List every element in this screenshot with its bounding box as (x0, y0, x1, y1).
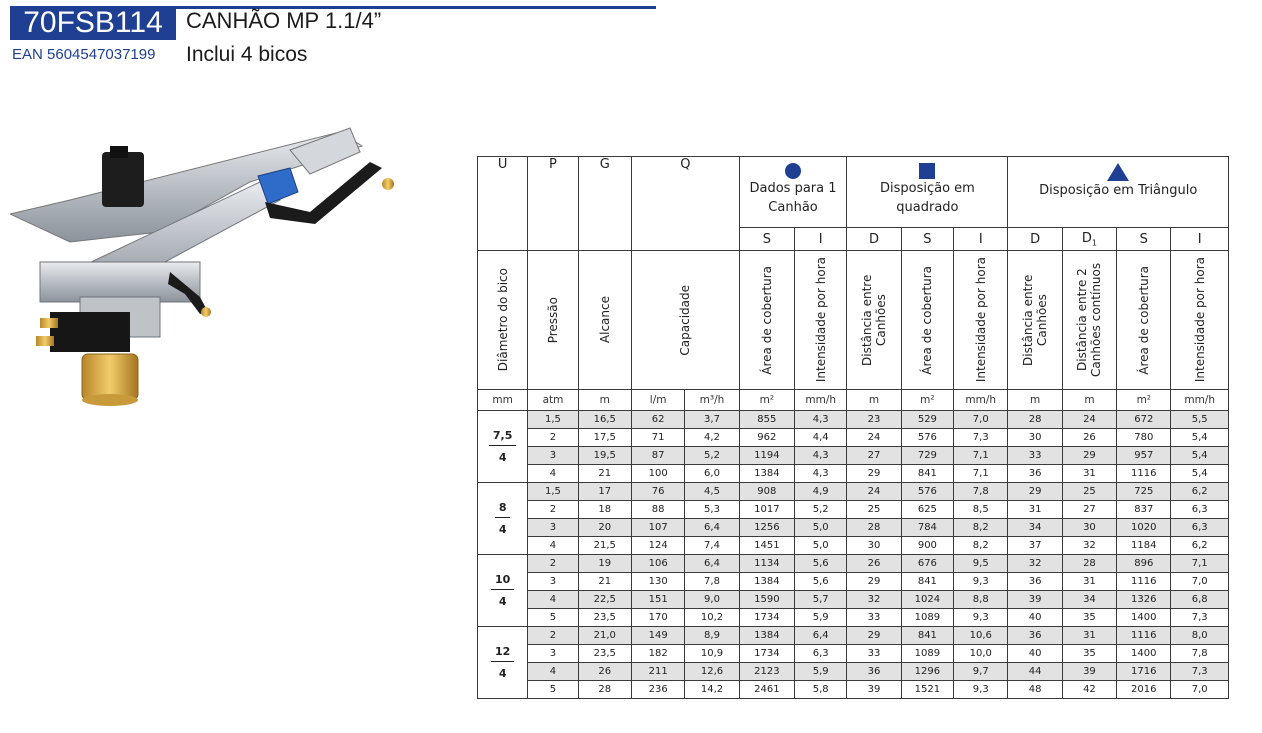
table-cell: 5,7 (795, 591, 847, 609)
group-single-title: Dados para 1 Canhão (749, 181, 837, 215)
table-cell: 6,4 (795, 627, 847, 645)
nozzle-diameter-cell (478, 411, 528, 483)
triangle-icon (1107, 163, 1129, 181)
table-cell: 576 (901, 429, 953, 447)
unit-square-i: mm/h (954, 390, 1008, 411)
group-triangle-title: Disposição em Triângulo (1039, 183, 1198, 198)
col-u-symbol: U (478, 157, 528, 251)
table-cell: 7,1 (954, 447, 1008, 465)
tri-s-symbol: S (1117, 228, 1171, 251)
table-cell: 20 (578, 519, 631, 537)
table-cell: 1116 (1117, 627, 1171, 645)
table-cell: 962 (739, 429, 794, 447)
table-cell: 40 (1008, 609, 1062, 627)
table-cell: 32 (1008, 555, 1062, 573)
table-cell: 8,8 (954, 591, 1008, 609)
nozzle-diameter-value: 7,5 (489, 427, 517, 446)
table-cell: 6,3 (1171, 501, 1229, 519)
table-cell: 33 (1008, 447, 1062, 465)
table-cell: 10,2 (685, 609, 739, 627)
group-square-header (847, 157, 1008, 228)
table-cell: 30 (1008, 429, 1062, 447)
table-cell: 23,5 (578, 609, 631, 627)
unit-square-d: m (847, 390, 901, 411)
includes-note: Inclui 4 bicos (186, 43, 308, 66)
table-cell: 1116 (1117, 573, 1171, 591)
table-cell: 4 (528, 465, 578, 483)
table-cell: 23 (847, 411, 901, 429)
table-cell: 6,8 (1171, 591, 1229, 609)
table-cell: 6,2 (1171, 483, 1229, 501)
table-cell: 4,3 (795, 447, 847, 465)
table-cell: 32 (1062, 537, 1116, 555)
table-cell: 5,9 (795, 609, 847, 627)
table-cell: 12,6 (685, 663, 739, 681)
table-cell: 24 (847, 429, 901, 447)
table-cell: 1384 (739, 465, 794, 483)
table-cell: 30 (1062, 519, 1116, 537)
table-row (478, 591, 1229, 609)
table-cell: 9,5 (954, 555, 1008, 573)
table-row (478, 681, 1229, 699)
unit-q-b: m³/h (685, 390, 739, 411)
ean-code: EAN 5604547037199 (12, 46, 156, 63)
table-cell: 1326 (1117, 591, 1171, 609)
table-cell: 71 (631, 429, 684, 447)
table-cell: 24 (1062, 411, 1116, 429)
table-cell: 124 (631, 537, 684, 555)
unit-u: mm (478, 390, 528, 411)
table-cell: 1451 (739, 537, 794, 555)
nozzle-diameter-value: 10 (491, 571, 514, 590)
table-cell: 5,2 (795, 501, 847, 519)
col-g-label: Alcance (578, 251, 631, 390)
table-cell: 16,5 (578, 411, 631, 429)
sprinkler-gun-image (10, 122, 410, 412)
table-cell: 87 (631, 447, 684, 465)
table-cell: 5,8 (795, 681, 847, 699)
table-cell: 4 (528, 663, 578, 681)
nozzle-diameter-value: 8 (495, 499, 511, 518)
tri-d-label: Distância entre Canhões (1008, 251, 1062, 390)
nozzle-count-value: 4 (498, 523, 507, 536)
table-cell: 25 (847, 501, 901, 519)
table-cell: 170 (631, 609, 684, 627)
table-cell: 29 (1062, 447, 1116, 465)
table-cell: 1400 (1117, 645, 1171, 663)
table-cell: 34 (1008, 519, 1062, 537)
table-cell: 2461 (739, 681, 794, 699)
unit-q-a: l/m (631, 390, 684, 411)
table-cell: 6,4 (685, 519, 739, 537)
table-cell: 28 (1062, 555, 1116, 573)
table-cell: 8,2 (954, 537, 1008, 555)
table-cell: 7,1 (954, 465, 1008, 483)
table-row (478, 555, 1229, 573)
table-cell: 908 (739, 483, 794, 501)
nozzle-diameter-cell (478, 483, 528, 555)
tri-d-symbol: D (1008, 228, 1062, 251)
table-cell: 576 (901, 483, 953, 501)
tri-s-label: Área de cobertura (1117, 251, 1171, 390)
table-cell: 729 (901, 447, 953, 465)
table-cell: 7,4 (685, 537, 739, 555)
table-cell: 211 (631, 663, 684, 681)
nozzle-count-value: 4 (498, 667, 507, 680)
table-cell: 9,3 (954, 609, 1008, 627)
table-cell: 7,8 (685, 573, 739, 591)
table-cell: 896 (1117, 555, 1171, 573)
table-cell: 8,5 (954, 501, 1008, 519)
table-cell: 76 (631, 483, 684, 501)
square-icon (919, 163, 935, 179)
unit-single-i: mm/h (795, 390, 847, 411)
table-cell: 25 (1062, 483, 1116, 501)
table-row (478, 627, 1229, 645)
table-cell: 1194 (739, 447, 794, 465)
col-p-symbol: P (528, 157, 578, 251)
table-cell: 8,0 (1171, 627, 1229, 645)
table-cell: 1024 (901, 591, 953, 609)
table-cell: 44 (1008, 663, 1062, 681)
table-cell: 14,2 (685, 681, 739, 699)
table-cell: 36 (1008, 573, 1062, 591)
table-cell: 5,9 (795, 663, 847, 681)
table-cell: 88 (631, 501, 684, 519)
table-cell: 26 (578, 663, 631, 681)
table-cell: 24 (847, 483, 901, 501)
single-i-symbol: I (795, 228, 847, 251)
unit-tri-d1: m (1062, 390, 1116, 411)
table-cell: 1184 (1117, 537, 1171, 555)
table-cell: 32 (847, 591, 901, 609)
table-cell: 39 (1062, 663, 1116, 681)
table-cell: 6,3 (795, 645, 847, 663)
table-cell: 837 (1117, 501, 1171, 519)
table-cell: 26 (1062, 429, 1116, 447)
table-cell: 725 (1117, 483, 1171, 501)
table-cell: 3 (528, 573, 578, 591)
table-cell: 1400 (1117, 609, 1171, 627)
table-cell: 29 (847, 627, 901, 645)
table-cell: 1089 (901, 609, 953, 627)
table-row (478, 645, 1229, 663)
table-row (478, 537, 1229, 555)
table-cell: 1089 (901, 645, 953, 663)
col-p-label: Pressão (528, 251, 578, 390)
table-cell: 2016 (1117, 681, 1171, 699)
table-cell: 5,6 (795, 573, 847, 591)
table-cell: 3 (528, 447, 578, 465)
table-cell: 62 (631, 411, 684, 429)
table-cell: 39 (847, 681, 901, 699)
table-row (478, 447, 1229, 465)
product-title: CANHÃO MP 1.1/4” (186, 8, 382, 33)
table-cell: 2 (528, 627, 578, 645)
table-row (478, 483, 1229, 501)
table-cell: 31 (1008, 501, 1062, 519)
group-square-title: Disposição em quadrado (879, 181, 975, 215)
table-cell: 5,3 (685, 501, 739, 519)
table-cell: 1716 (1117, 663, 1171, 681)
table-cell: 625 (901, 501, 953, 519)
table-cell: 7,8 (1171, 645, 1229, 663)
table-cell: 1590 (739, 591, 794, 609)
table-cell: 28 (578, 681, 631, 699)
table-cell: 1,5 (528, 483, 578, 501)
table-cell: 5,5 (1171, 411, 1229, 429)
table-cell: 29 (1008, 483, 1062, 501)
table-cell: 4,3 (795, 465, 847, 483)
table-cell: 1134 (739, 555, 794, 573)
nozzle-diameter-value: 12 (491, 643, 514, 662)
table-cell: 1384 (739, 573, 794, 591)
table-cell: 5 (528, 609, 578, 627)
unit-tri-i: mm/h (1171, 390, 1229, 411)
table-cell: 2 (528, 555, 578, 573)
table-cell: 18 (578, 501, 631, 519)
table-cell: 780 (1117, 429, 1171, 447)
table-row (478, 663, 1229, 681)
tri-i-label: Intensidade por hora (1171, 251, 1229, 390)
table-cell: 182 (631, 645, 684, 663)
table-cell: 1734 (739, 609, 794, 627)
table-cell: 8,9 (685, 627, 739, 645)
table-cell: 31 (1062, 627, 1116, 645)
table-cell: 7,0 (1171, 681, 1229, 699)
table-cell: 9,3 (954, 681, 1008, 699)
table-cell: 1,5 (528, 411, 578, 429)
table-cell: 27 (1062, 501, 1116, 519)
table-cell: 107 (631, 519, 684, 537)
table-cell: 7,8 (954, 483, 1008, 501)
table-cell: 34 (1062, 591, 1116, 609)
table-cell: 28 (1008, 411, 1062, 429)
table-cell: 8,2 (954, 519, 1008, 537)
table-cell: 5,0 (795, 519, 847, 537)
table-cell: 26 (847, 555, 901, 573)
circle-icon (785, 163, 801, 179)
table-cell: 31 (1062, 573, 1116, 591)
tri-d1-symbol: $D_1$ (1062, 228, 1116, 251)
table-cell: 2123 (739, 663, 794, 681)
table-cell: 3,7 (685, 411, 739, 429)
table-cell: 6,3 (1171, 519, 1229, 537)
table-cell: 5,4 (1171, 465, 1229, 483)
table-cell: 4 (528, 537, 578, 555)
table-cell: 106 (631, 555, 684, 573)
table-cell: 7,3 (954, 429, 1008, 447)
table-row (478, 411, 1229, 429)
table-cell: 23,5 (578, 645, 631, 663)
square-s-label: Área de cobertura (901, 251, 953, 390)
table-cell: 21 (578, 465, 631, 483)
table-cell: 5,2 (685, 447, 739, 465)
table-row (478, 465, 1229, 483)
table-cell: 5,4 (1171, 429, 1229, 447)
table-cell: 1256 (739, 519, 794, 537)
table-cell: 1296 (901, 663, 953, 681)
single-i-label: Intensidade por hora (795, 251, 847, 390)
table-cell: 17,5 (578, 429, 631, 447)
nozzle-diameter-cell (478, 627, 528, 699)
table-cell: 7,3 (1171, 609, 1229, 627)
table-cell: 7,0 (1171, 573, 1229, 591)
nozzle-diameter-cell (478, 555, 528, 627)
table-cell: 36 (1008, 465, 1062, 483)
tri-i-symbol: I (1171, 228, 1229, 251)
square-d-label: Distância entre Canhões (847, 251, 901, 390)
table-cell: 40 (1008, 645, 1062, 663)
table-cell: 4,5 (685, 483, 739, 501)
table-cell: 1521 (901, 681, 953, 699)
col-u-label: Diâmetro do bico (478, 251, 528, 390)
col-q-label: Capacidade (631, 251, 739, 390)
table-cell: 6,0 (685, 465, 739, 483)
table-cell: 784 (901, 519, 953, 537)
table-cell: 35 (1062, 645, 1116, 663)
table-cell: 9,0 (685, 591, 739, 609)
table-cell: 151 (631, 591, 684, 609)
table-row (478, 609, 1229, 627)
table-cell: 1020 (1117, 519, 1171, 537)
group-triangle-header (1008, 157, 1229, 228)
table-row (478, 501, 1229, 519)
table-cell: 21,5 (578, 537, 631, 555)
table-row (478, 519, 1229, 537)
table-cell: 855 (739, 411, 794, 429)
table-cell: 39 (1008, 591, 1062, 609)
col-g-symbol: G (578, 157, 631, 251)
table-cell: 48 (1008, 681, 1062, 699)
square-s-symbol: S (901, 228, 953, 251)
table-cell: 149 (631, 627, 684, 645)
tri-d1-label: Distância entre 2 Canhões contínuos (1062, 251, 1116, 390)
table-row (478, 573, 1229, 591)
table-cell: 42 (1062, 681, 1116, 699)
table-cell: 130 (631, 573, 684, 591)
single-s-label: Área de cobertura (739, 251, 794, 390)
table-cell: 21 (578, 573, 631, 591)
table-cell: 10,6 (954, 627, 1008, 645)
table-cell: 6,2 (1171, 537, 1229, 555)
table-cell: 4,9 (795, 483, 847, 501)
table-cell: 957 (1117, 447, 1171, 465)
table-cell: 31 (1062, 465, 1116, 483)
table-cell: 19 (578, 555, 631, 573)
table-cell: 33 (847, 645, 901, 663)
table-cell: 1384 (739, 627, 794, 645)
table-cell: 2 (528, 429, 578, 447)
table-cell: 5,4 (1171, 447, 1229, 465)
table-cell: 22,5 (578, 591, 631, 609)
table-cell: 1017 (739, 501, 794, 519)
table-cell: 35 (1062, 609, 1116, 627)
table-cell: 7,0 (954, 411, 1008, 429)
table-cell: 1734 (739, 645, 794, 663)
table-row (478, 429, 1229, 447)
table-cell: 10,9 (685, 645, 739, 663)
table-cell: 29 (847, 465, 901, 483)
table-cell: 4,3 (795, 411, 847, 429)
table-cell: 7,1 (1171, 555, 1229, 573)
table-cell: 9,3 (954, 573, 1008, 591)
table-cell: 27 (847, 447, 901, 465)
table-cell: 37 (1008, 537, 1062, 555)
table-cell: 529 (901, 411, 953, 429)
nozzle-count-value: 4 (498, 451, 507, 464)
table-cell: 9,7 (954, 663, 1008, 681)
unit-g: m (578, 390, 631, 411)
nozzle-count-value: 4 (498, 595, 507, 608)
table-cell: 7,3 (1171, 663, 1229, 681)
table-cell: 3 (528, 645, 578, 663)
unit-p: atm (528, 390, 578, 411)
table-cell: 676 (901, 555, 953, 573)
table-cell: 1116 (1117, 465, 1171, 483)
spec-table-body (478, 411, 1229, 699)
unit-single-s: m² (739, 390, 794, 411)
unit-tri-s: m² (1117, 390, 1171, 411)
table-cell: 3 (528, 519, 578, 537)
table-cell: 30 (847, 537, 901, 555)
table-cell: 841 (901, 573, 953, 591)
table-cell: 236 (631, 681, 684, 699)
table-cell: 2 (528, 501, 578, 519)
table-cell: 33 (847, 609, 901, 627)
single-s-symbol: S (739, 228, 794, 251)
table-cell: 21,0 (578, 627, 631, 645)
unit-tri-d: m (1008, 390, 1062, 411)
table-cell: 17 (578, 483, 631, 501)
table-cell: 4 (528, 591, 578, 609)
col-q-symbol: Q (631, 157, 739, 251)
unit-square-s: m² (901, 390, 953, 411)
table-cell: 841 (901, 465, 953, 483)
table-cell: 4,4 (795, 429, 847, 447)
table-cell: 6,4 (685, 555, 739, 573)
table-cell: 5,0 (795, 537, 847, 555)
table-cell: 19,5 (578, 447, 631, 465)
square-d-symbol: D (847, 228, 901, 251)
square-i-symbol: I (954, 228, 1008, 251)
group-single-header (739, 157, 847, 228)
table-cell: 36 (1008, 627, 1062, 645)
table-cell: 672 (1117, 411, 1171, 429)
table-cell: 841 (901, 627, 953, 645)
table-cell: 29 (847, 573, 901, 591)
table-cell: 36 (847, 663, 901, 681)
table-cell: 4,2 (685, 429, 739, 447)
table-cell: 900 (901, 537, 953, 555)
spec-table (477, 156, 1229, 699)
table-cell: 5 (528, 681, 578, 699)
table-cell: 5,6 (795, 555, 847, 573)
product-code: 70FSB114 (10, 6, 176, 40)
table-cell: 10,0 (954, 645, 1008, 663)
table-cell: 28 (847, 519, 901, 537)
table-cell: 100 (631, 465, 684, 483)
square-i-label: Intensidade por hora (954, 251, 1008, 390)
